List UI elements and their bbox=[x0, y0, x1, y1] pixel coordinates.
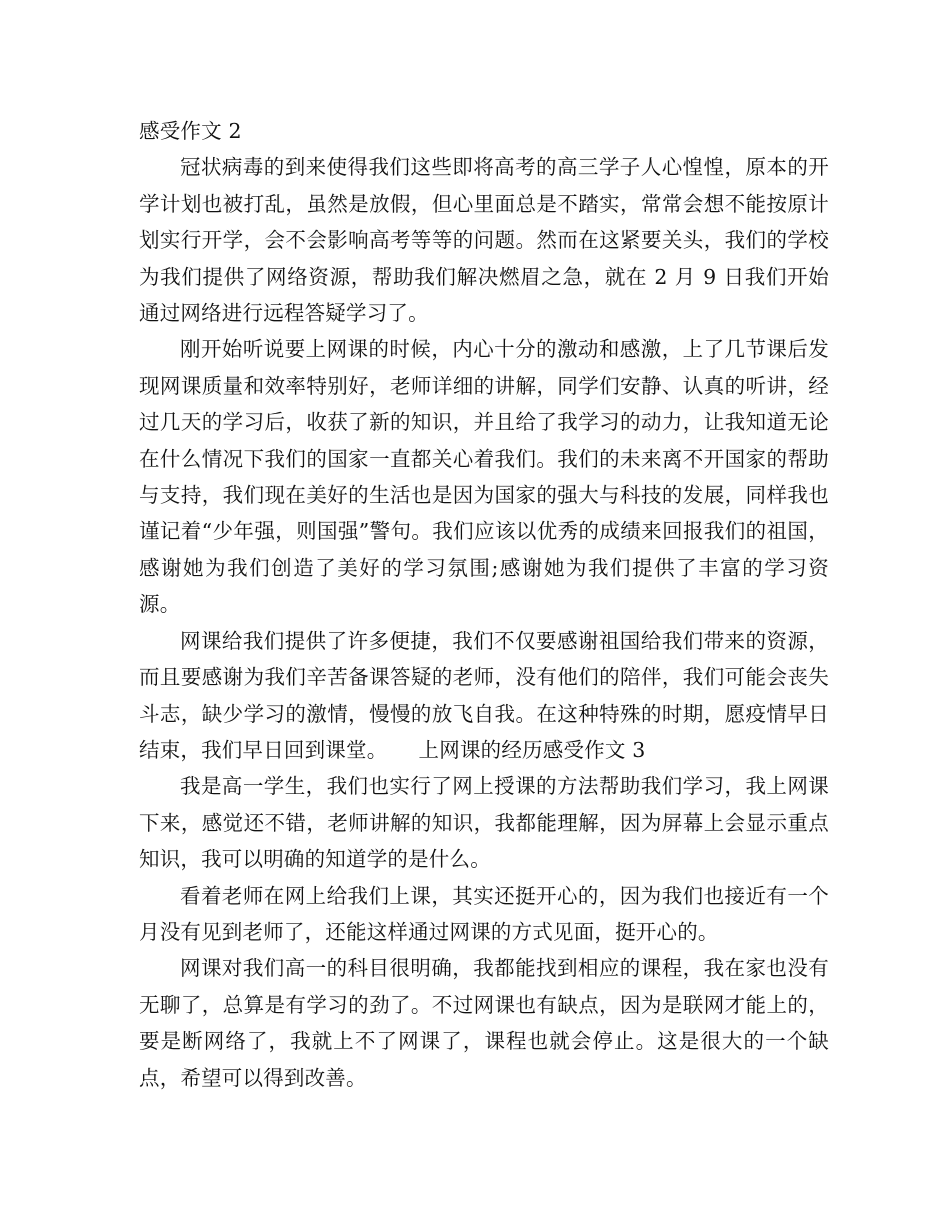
paragraph-3: 网课给我们提供了许多便捷，我们不仅要感谢祖国给我们带来的资源，而且要感谢为我们辛苦备课答疑的老师，没有他们的陪伴，我们可能会丧失斗志，缺少学习的激情，慢慢的放飞自我。在这种特殊的时期，愿疫情早日结束，我们早日回到课堂。 上网课的经历感受作文 3 bbox=[139, 628, 829, 762]
paragraph-6: 网课对我们高一的科目很明确，我都能找到相应的课程，我在家也没有无聊了，总算是有学习的劲了。不过网课也有缺点，因为是联网才能上的，要是断网络了，我就上不了网课了，课程也就会停止。这是很大的一个缺点，希望可以得到改善。 bbox=[139, 956, 829, 1090]
paragraph-4: 我是高一学生，我们也实行了网上授课的方法帮助我们学习，我上网课下来，感觉还不错，老师讲解的知识，我都能理解，因为屏幕上会显示重点知识，我可以明确的知道学的是什么。 bbox=[139, 774, 829, 872]
essay-heading: 感受作文 2 bbox=[139, 119, 242, 143]
paragraph-2: 刚开始听说要上网课的时候，内心十分的激动和感激，上了几节课后发现网课质量和效率特别好，老师详细的讲解，同学们安静、认真的听讲，经过几天的学习后，收获了新的知识，并且给了我学习的动力，让我知道无论在什么情况下我们的国家一直都关心着我们。我们的未来离不开国家的帮助与支持，我们现在美好的生活也是因为国家的强大与科技的发展，同样我也谨记着“少年强，则国强”警句。我们应该以优秀的成绩来回报我们的祖国，感谢她为我们创造了美好的学习氛围;感谢她为我们提供了丰富的学习资源。 bbox=[139, 337, 829, 617]
paragraph-5: 看着老师在网上给我们上课，其实还挺开心的，因为我们也接近有一个月没有见到老师了，还能这样通过网课的方式见面，挺开心的。 bbox=[139, 883, 829, 944]
document-body bbox=[139, 113, 829, 1096]
paragraph-1: 冠状病毒的到来使得我们这些即将高考的高三学子人心惶惶，原本的开学计划也被打乱，虽然是放假，但心里面总是不踏实，常常会想不能按原计划实行开学，会不会影响高考等等的问题。然而在这紧要关头，我们的学校为我们提供了网络资源，帮助我们解决燃眉之急，就在 2 月 9 日我们开始通过网络进行远程答疑学习了。 bbox=[139, 155, 829, 326]
